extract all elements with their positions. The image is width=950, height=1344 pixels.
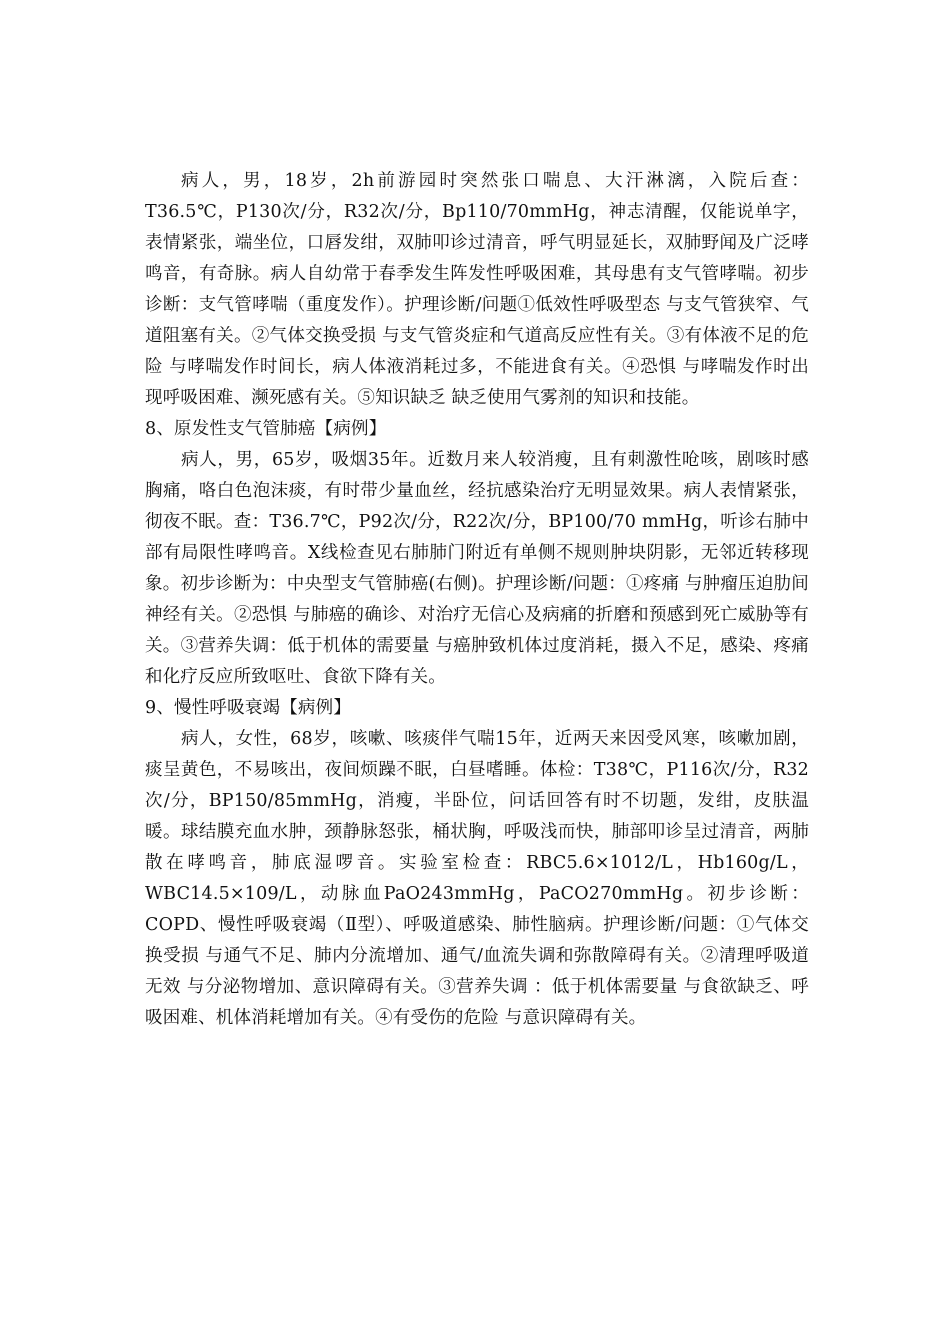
document-page: [145, 166, 809, 1034]
lung-cancer-case-paragraph: 病人，男，65岁，吸烟35年。近数月来人较消瘦，且有刺激性呛咳，剧咳时感胸痛，咯白色泡沫痰，有时带少量血丝，经抗感染治疗无明显效果。病人表情紧张，彻夜不眠。查：T36.7℃，P92次/分，R22次/分，BP100/70 mmHg，听诊右肺中部有局限性哮鸣音。X线检查见右肺肺门附近有单侧不规则肿块阴影，无邻近转移现象。初步诊断为：中央型支气管肺癌(右侧)。护理诊断/问题：①疼痛 与肿瘤压迫肋间神经有关。②恐惧 与肺癌的确诊、对治疗无信心及病痛的折磨和预感到死亡威胁等有关。③营养失调：低于机体的需要量 与癌肿致机体过度消耗，摄入不足，感染、疼痛和化疗反应所致呕吐、食欲下降有关。: [145, 450, 809, 687]
lung-cancer-heading: 8、原发性支气管肺癌【病例】: [145, 419, 387, 439]
asthma-case-paragraph: 病人，男，18岁，2h前游园时突然张口喘息、大汗淋漓，入院后查：T36.5℃，P130次/分，R32次/分，Bp110/70mmHg，神志清醒，仅能说单字，表情紧张，端坐位，口唇发绀，双肺叩诊过清音，呼气明显延长，双肺野闻及广泛哮鸣音，有奇脉。病人自幼常于春季发生阵发性呼吸困难，其母患有支气管哮喘。初步诊断：支气管哮喘（重度发作）。护理诊断/问题①低效性呼吸型态 与支气管狭窄、气道阻塞有关。②气体交换受损 与支气管炎症和气道高反应性有关。③有体液不足的危险 与哮喘发作时间长，病人体液消耗过多，不能进食有关。④恐惧 与哮喘发作时出现呼吸困难、濒死感有关。⑤知识缺乏 缺乏使用气雾剂的知识和技能。: [145, 171, 809, 408]
respiratory-failure-case-paragraph: 病人，女性，68岁，咳嗽、咳痰伴气喘15年，近两天来因受风寒，咳嗽加剧，痰呈黄色，不易咳出，夜间烦躁不眠，白昼嗜睡。体检：T38℃，P116次/分，R32次/分，BP150/85mmHg，消瘦，半卧位，问话回答有时不切题，发绀，皮肤温暖。球结膜充血水肿，颈静脉怒张，桶状胸，呼吸浅而快，肺部叩诊呈过清音，两肺散在哮鸣音，肺底湿啰音。实验室检查：RBC5.6×1012/L，Hb160g/L，WBC14.5×109/L，动脉血PaO243mmHg，PaCO270mmHg。初步诊断：COPD、慢性呼吸衰竭（Ⅱ型）、呼吸道感染、肺性脑病。护理诊断/问题：①气体交换受损 与通气不足、肺内分流增加、通气/血流失调和弥散障碍有关。②清理呼吸道无效 与分泌物增加、意识障碍有关。③营养失调 ：低于机体需要量 与食欲缺乏、呼吸困难、机体消耗增加有关。④有受伤的危险 与意识障碍有关。: [145, 729, 809, 1028]
respiratory-failure-heading: 9、慢性呼吸衰竭【病例】: [145, 698, 352, 718]
